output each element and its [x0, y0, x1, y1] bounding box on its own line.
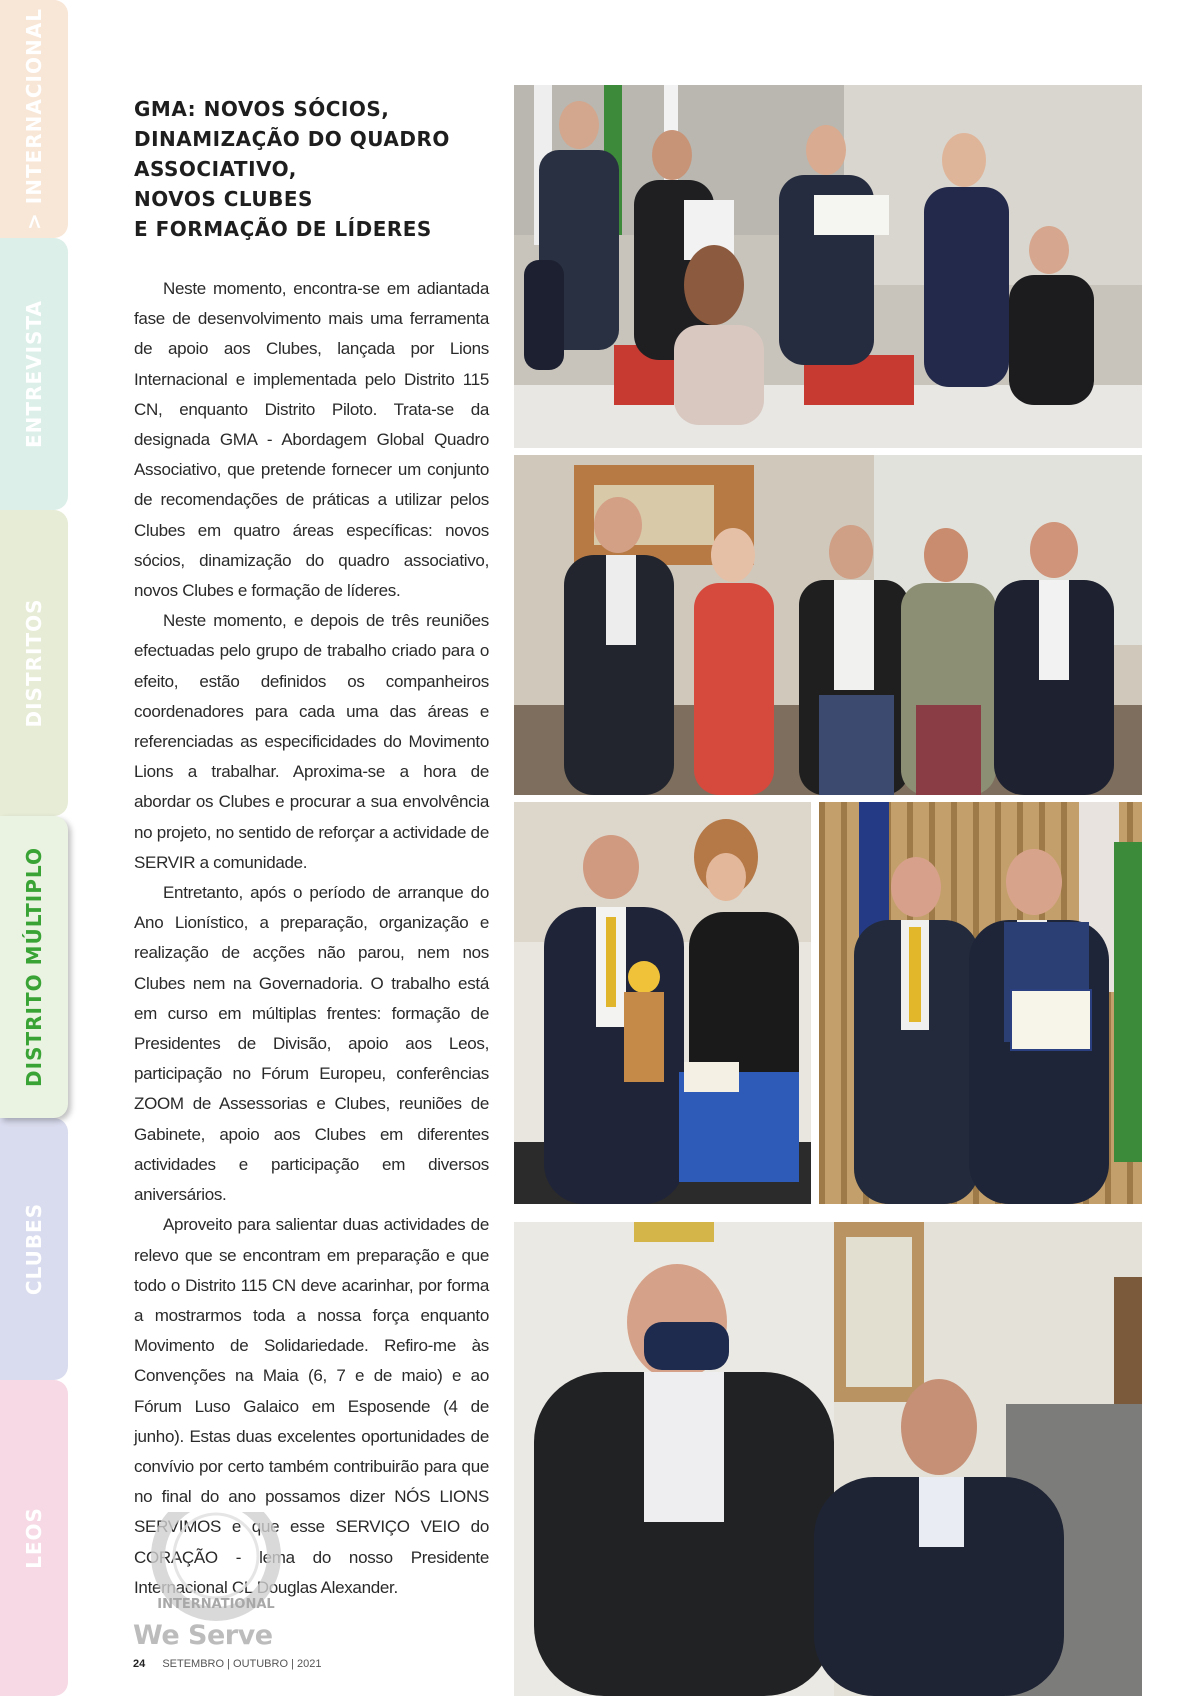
- tab-distritos[interactable]: [0, 510, 68, 816]
- page-footer: [133, 1658, 321, 1670]
- photo-certificate-ceremony: [514, 85, 1142, 448]
- photo-gift-exchange: [514, 802, 811, 1204]
- photo-diploma-presentation: [819, 802, 1142, 1204]
- title-line: GMA: NOVOS SÓCIOS,: [134, 97, 390, 121]
- tab-entrevista-label: ENTREVISTA: [22, 300, 46, 448]
- tab-distritos-label: DISTRITOS: [22, 598, 46, 728]
- title-line: DINAMIZAÇÃO DO QUADRO: [134, 127, 450, 151]
- paragraph: Aproveito para salientar duas actividades de relevo que se encontram em preparação e que todo o Distrito 115 CN deve acarinhar, por forma a mostrarmos toda a nossa força enquanto Movimento de Solidariedade. Refiro-me às Convenções na Maia (6, 7 e de maio) e ao Fórum Luso Galaico em Esposende (4 de junho). Estas duas excelentes oportunidades de convívio por certo também contribuirão para que no final do ano possamos dizer NÓS LIONS SERVIMOS e que esse SERVIÇO VEIO do CORAÇÃO - lema do nosso Presidente Internacional CL Douglas Alexander.: [134, 1215, 489, 1597]
- photo-masked-speaker: [514, 1222, 1142, 1696]
- issue-date: SETEMBRO | OUTUBRO | 2021: [162, 1658, 322, 1670]
- photo-group-five-people: [514, 455, 1142, 795]
- paragraph: Entretanto, após o período de arranque do Ano Lionístico, a preparação, organização e realização de acções não parou, nem nos Clubes nem na Governadoria. O trabalho está em curso em múltiplas frentes: formação de Presidentes de Divisão, apoio aos Leos, participação no Fórum Europeu, conferências ZOOM de Assessorias e Clubes, reuniões de Gabinete, apoio aos Clubes em diferentes actividades e participação em diversos aniversários.: [134, 883, 489, 1205]
- tab-clubes-label: CLUBES: [22, 1202, 46, 1296]
- title-line: NOVOS CLUBES: [134, 187, 313, 211]
- title-line: ASSOCIATIVO,: [134, 157, 297, 181]
- paragraph: Neste momento, encontra-se em adiantada fase de desenvolvimento mais uma ferramenta de apoio aos Clubes, lançada por Lions Internacional e implementada pelo Distrito 115 CN, enquanto Distrito Piloto. Trata-se da designada GMA - Abordagem Global Quadro Associativo, que pretende fornecer um conjunto de recomendações de práticas a utilizar pelos Clubes em quatro áreas específicas: novos sócios, dinamização do quadro associativo, novos Clubes e formação de líderes.: [134, 279, 489, 601]
- tab-internacional[interactable]: [0, 0, 68, 238]
- tab-internacional-label: > INTERNACIONAL: [22, 8, 46, 230]
- tab-leos-label: LEOS: [22, 1507, 46, 1569]
- article-title: [134, 94, 504, 244]
- tab-distrito-multiplo[interactable]: [0, 816, 68, 1118]
- page-number: 24: [133, 1658, 146, 1670]
- section-tab-rail: [0, 0, 70, 1696]
- tab-leos[interactable]: [0, 1380, 68, 1696]
- tab-entrevista[interactable]: [0, 238, 68, 510]
- tab-clubes[interactable]: [0, 1118, 68, 1380]
- tab-distrito-multiplo-label: DISTRITO MÚLTIPLO: [22, 847, 46, 1087]
- article-body: [134, 274, 489, 1603]
- we-serve-tagline: We Serve: [133, 1620, 273, 1651]
- title-line: E FORMAÇÃO DE LÍDERES: [134, 217, 432, 241]
- paragraph: Neste momento, e depois de três reuniões efectuadas pelo grupo de trabalho criado para o efeito, estão definidos os companheiros coordenadores para cada uma das áreas e referenciadas as especificidades do Movimento Lions a trabalhar. Aproxima-se a hora de abordar os Clubes e procurar a sua envolvência no projeto, no sentido de reforçar a actividade de SERVIR a comunidade.: [134, 611, 489, 872]
- logo-text: INTERNATIONAL: [157, 1597, 275, 1612]
- lions-international-logo: [146, 1512, 286, 1622]
